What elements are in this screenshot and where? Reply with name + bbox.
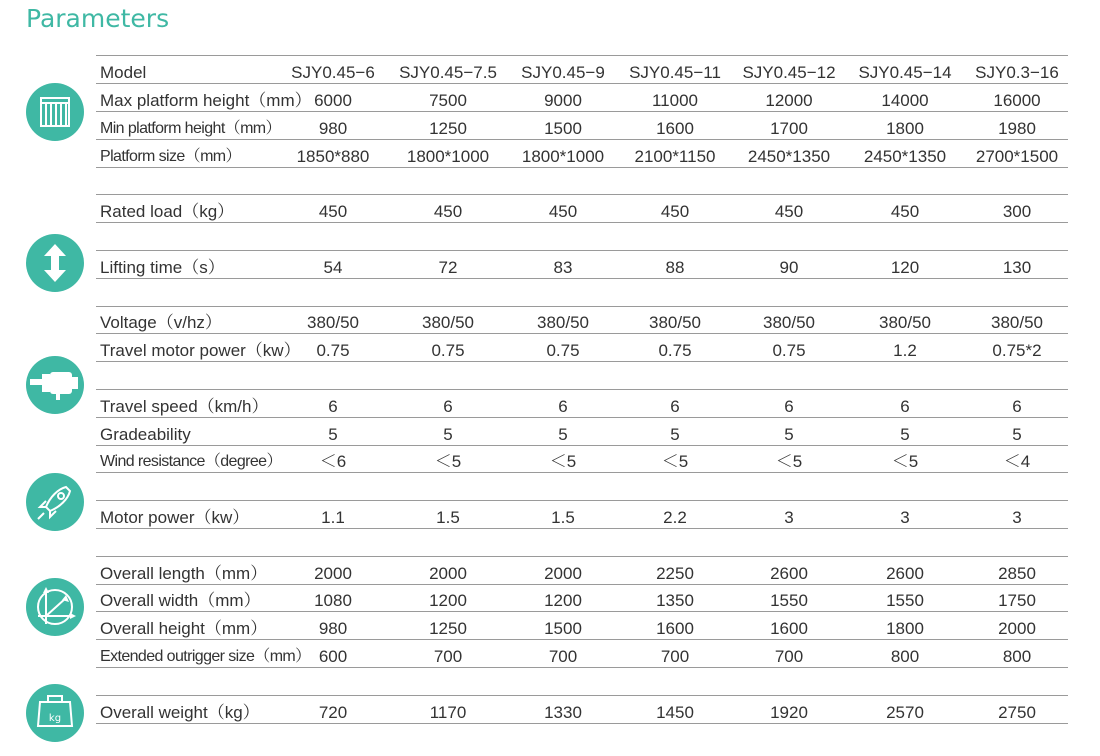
row-value: 2570 bbox=[886, 702, 924, 722]
row-value bbox=[850, 167, 960, 194]
row-value: 1330 bbox=[544, 702, 582, 722]
lift-arrow-icon bbox=[26, 234, 84, 292]
row-value bbox=[620, 223, 730, 250]
table-row bbox=[96, 696, 1068, 724]
table-row bbox=[96, 195, 1068, 223]
row-value: ＜4 bbox=[1003, 452, 1031, 472]
row-value: 380/50 bbox=[991, 313, 1043, 333]
row-value: ＜5 bbox=[775, 452, 803, 472]
dimensions-icon bbox=[26, 578, 84, 636]
row-value bbox=[508, 668, 618, 695]
row-value bbox=[850, 279, 960, 306]
row-value bbox=[508, 223, 618, 250]
row-value: ＜5 bbox=[434, 452, 462, 472]
row-value: 2.2 bbox=[663, 508, 687, 527]
row-value: 800 bbox=[890, 647, 920, 666]
row-value: 3 bbox=[784, 508, 794, 527]
motor-icon bbox=[26, 356, 84, 414]
row-value: 6000 bbox=[314, 91, 352, 110]
row-value: 72 bbox=[438, 257, 458, 277]
row-value: 54 bbox=[323, 257, 343, 277]
row-value: 2850 bbox=[998, 563, 1036, 583]
table-row bbox=[96, 418, 1068, 446]
row-value: 2000 bbox=[998, 619, 1036, 639]
row-value: 5 bbox=[670, 424, 680, 444]
page-title: Parameters bbox=[26, 4, 170, 33]
row-value bbox=[508, 473, 618, 500]
row-value: 300 bbox=[1002, 202, 1032, 222]
row-value: ＜5 bbox=[549, 452, 577, 472]
row-value: 0.75*2 bbox=[992, 341, 1042, 361]
platform-icon bbox=[26, 83, 84, 141]
row-value bbox=[620, 668, 730, 695]
table-row bbox=[96, 640, 1068, 668]
table-row bbox=[96, 112, 1068, 140]
row-value: 1750 bbox=[998, 591, 1036, 611]
row-value: 700 bbox=[774, 647, 804, 666]
row-value: 0.75 bbox=[546, 341, 580, 361]
table-row bbox=[96, 306, 1068, 334]
row-value: 2700*1500 bbox=[975, 146, 1059, 166]
row-value: 16000 bbox=[993, 91, 1041, 110]
row-value bbox=[962, 473, 1072, 500]
row-value: 0.75 bbox=[772, 341, 806, 361]
row-value: 980 bbox=[318, 118, 348, 138]
row-value: 6 bbox=[328, 396, 338, 416]
row-value: 0.75 bbox=[316, 341, 350, 361]
row-label: Min platform height（mm） bbox=[100, 119, 281, 137]
row-value: 1800*1000 bbox=[406, 146, 490, 166]
row-value bbox=[393, 167, 503, 194]
row-value: 5 bbox=[443, 424, 453, 444]
row-value: 6 bbox=[670, 396, 680, 416]
row-value bbox=[734, 279, 844, 306]
header-label: Model bbox=[100, 63, 147, 82]
row-value bbox=[734, 167, 844, 194]
row-value: 380/50 bbox=[879, 313, 931, 333]
model-header: SJY0.45−11 bbox=[629, 63, 721, 82]
model-header: SJY0.45−12 bbox=[742, 63, 836, 82]
row-value: 5 bbox=[328, 424, 338, 444]
row-value: 380/50 bbox=[537, 313, 589, 333]
row-value: 5 bbox=[784, 424, 794, 444]
row-value: 700 bbox=[548, 647, 578, 666]
model-header: SJY0.45−14 bbox=[858, 63, 952, 82]
row-value: 1800*1000 bbox=[521, 146, 605, 166]
row-label: Platform size（mm） bbox=[100, 147, 241, 165]
row-value: 0.75 bbox=[658, 341, 692, 361]
row-value bbox=[962, 167, 1072, 194]
row-value: 5 bbox=[1012, 424, 1022, 444]
row-value bbox=[508, 529, 618, 556]
row-value bbox=[620, 362, 730, 389]
row-value: 3 bbox=[1012, 508, 1022, 527]
spacer-row bbox=[96, 668, 1068, 696]
row-value: 1250 bbox=[429, 619, 467, 639]
row-value: 1600 bbox=[770, 619, 808, 639]
row-value: 1170 bbox=[429, 702, 467, 722]
row-value bbox=[393, 529, 503, 556]
row-value bbox=[734, 362, 844, 389]
row-value: 6 bbox=[900, 396, 910, 416]
row-value: 1920 bbox=[770, 702, 808, 722]
row-value bbox=[508, 167, 618, 194]
table-row bbox=[96, 251, 1068, 279]
row-value: 1450 bbox=[656, 702, 694, 722]
row-value bbox=[850, 668, 960, 695]
row-value bbox=[734, 668, 844, 695]
spacer-row bbox=[96, 362, 1068, 390]
row-value: 2100*1150 bbox=[634, 146, 716, 166]
row-value: 2000 bbox=[429, 563, 467, 583]
row-value: 700 bbox=[660, 647, 690, 666]
row-value: 1.5 bbox=[436, 508, 460, 527]
row-value bbox=[734, 529, 844, 556]
spacer-row bbox=[96, 223, 1068, 251]
row-value: 1.2 bbox=[893, 341, 917, 361]
row-value: 380/50 bbox=[422, 313, 474, 333]
spacer-row bbox=[96, 167, 1068, 195]
row-label: Overall width（mm） bbox=[100, 591, 261, 611]
rocket-icon bbox=[26, 473, 84, 531]
row-value: 450 bbox=[774, 202, 804, 222]
row-value: 1200 bbox=[544, 591, 582, 611]
row-label: Extended outrigger size（mm） bbox=[100, 648, 311, 665]
row-value: 700 bbox=[433, 647, 463, 666]
row-value: 6 bbox=[1012, 396, 1022, 416]
row-value bbox=[620, 473, 730, 500]
row-label: Motor power（kw） bbox=[100, 508, 250, 527]
row-value bbox=[850, 223, 960, 250]
row-value: 1550 bbox=[886, 591, 924, 611]
table-row bbox=[96, 584, 1068, 612]
row-label: Overall length（mm） bbox=[100, 563, 268, 583]
model-header: SJY0.45−7.5 bbox=[399, 63, 497, 82]
spacer-row bbox=[96, 529, 1068, 557]
row-value bbox=[278, 167, 388, 194]
row-value: 450 bbox=[660, 202, 690, 222]
row-value bbox=[734, 473, 844, 500]
row-value bbox=[620, 167, 730, 194]
row-value: 1600 bbox=[656, 619, 694, 639]
model-header: SJY0.45−6 bbox=[291, 63, 375, 82]
row-value bbox=[278, 473, 388, 500]
row-value: 1700 bbox=[770, 118, 808, 138]
weight-icon bbox=[26, 684, 84, 742]
row-value: 1500 bbox=[544, 118, 582, 138]
table-row bbox=[96, 140, 1068, 168]
row-value bbox=[393, 223, 503, 250]
row-value: 83 bbox=[553, 257, 573, 277]
row-value bbox=[620, 279, 730, 306]
row-value: 12000 bbox=[765, 91, 813, 110]
row-value: 2750 bbox=[998, 702, 1036, 722]
row-value: 5 bbox=[558, 424, 568, 444]
row-value bbox=[278, 668, 388, 695]
row-value: 600 bbox=[318, 647, 348, 666]
table-row bbox=[96, 445, 1068, 473]
row-value bbox=[962, 362, 1072, 389]
row-value bbox=[278, 362, 388, 389]
row-value: 130 bbox=[1002, 257, 1032, 277]
row-value: 1850*880 bbox=[296, 146, 370, 166]
row-value: ＜5 bbox=[891, 452, 919, 472]
row-value: 450 bbox=[890, 202, 920, 222]
table-row bbox=[96, 501, 1068, 529]
row-value: 1.1 bbox=[321, 508, 345, 527]
model-header: SJY0.3−16 bbox=[975, 63, 1059, 82]
row-value: 450 bbox=[433, 202, 463, 222]
row-value bbox=[393, 362, 503, 389]
row-value: 7500 bbox=[429, 91, 467, 110]
row-value: 1250 bbox=[429, 118, 467, 138]
spacer-row bbox=[96, 473, 1068, 501]
row-value: 0.75 bbox=[431, 341, 465, 361]
row-label: Travel speed（km/h） bbox=[100, 396, 269, 416]
row-value: 11000 bbox=[651, 91, 698, 110]
row-value bbox=[620, 529, 730, 556]
row-label: Overall weight（kg） bbox=[100, 702, 260, 722]
row-value bbox=[850, 529, 960, 556]
row-value: 14000 bbox=[881, 91, 929, 110]
row-value: 88 bbox=[665, 257, 685, 277]
row-value: 6 bbox=[784, 396, 794, 416]
row-label: Gradeability bbox=[100, 424, 191, 444]
table-row bbox=[96, 334, 1068, 362]
row-value bbox=[278, 223, 388, 250]
row-value: 90 bbox=[779, 257, 799, 277]
row-value: ＜6 bbox=[319, 452, 347, 472]
spacer-row bbox=[96, 279, 1068, 307]
row-value: 380/50 bbox=[307, 313, 359, 333]
row-label: Overall height（mm） bbox=[100, 619, 268, 639]
row-value bbox=[393, 279, 503, 306]
row-value: 800 bbox=[1002, 647, 1032, 666]
row-value: 2450*1350 bbox=[863, 146, 947, 166]
row-value: 1200 bbox=[429, 591, 467, 611]
row-value: 2600 bbox=[770, 563, 808, 583]
row-value: 1350 bbox=[656, 591, 694, 611]
row-value: 450 bbox=[318, 202, 348, 222]
row-value bbox=[508, 279, 618, 306]
row-label: Voltage（v/hz） bbox=[100, 313, 222, 333]
table-row bbox=[96, 390, 1068, 418]
header-row bbox=[96, 56, 1068, 84]
row-value bbox=[734, 223, 844, 250]
row-value: 720 bbox=[318, 702, 348, 722]
table-row bbox=[96, 84, 1068, 112]
row-label: Wind resistance（degree） bbox=[100, 453, 282, 471]
row-value: 380/50 bbox=[649, 313, 701, 333]
row-value: 3 bbox=[900, 508, 910, 527]
row-value bbox=[962, 223, 1072, 250]
row-value: 5 bbox=[900, 424, 910, 444]
table-row bbox=[96, 557, 1068, 585]
row-value bbox=[508, 362, 618, 389]
row-value bbox=[962, 668, 1072, 695]
row-value: 380/50 bbox=[763, 313, 815, 333]
row-value bbox=[278, 279, 388, 306]
row-value bbox=[393, 473, 503, 500]
row-value: 1550 bbox=[770, 591, 808, 611]
row-value: 1800 bbox=[886, 619, 924, 639]
row-value bbox=[850, 362, 960, 389]
row-value: 1800 bbox=[886, 118, 924, 138]
row-value: 6 bbox=[443, 396, 453, 416]
table-row bbox=[96, 612, 1068, 640]
row-value: 2000 bbox=[544, 563, 582, 583]
row-value: ＜5 bbox=[661, 452, 689, 472]
row-value: 1980 bbox=[998, 118, 1036, 138]
row-value bbox=[850, 473, 960, 500]
weight-icon-text: kg bbox=[48, 713, 62, 724]
row-value bbox=[393, 668, 503, 695]
row-value: 1080 bbox=[314, 591, 352, 611]
row-value: 2250 bbox=[656, 563, 694, 583]
row-value: 980 bbox=[318, 619, 348, 639]
row-label: Rated load（kg） bbox=[100, 202, 235, 222]
row-value bbox=[278, 529, 388, 556]
row-label: Max platform height（mm） bbox=[100, 91, 312, 110]
row-value: 9000 bbox=[544, 91, 582, 110]
model-header: SJY0.45−9 bbox=[521, 63, 605, 82]
row-value: 1600 bbox=[656, 118, 694, 138]
row-value: 2000 bbox=[314, 563, 352, 583]
row-value: 1.5 bbox=[551, 508, 575, 527]
row-value: 450 bbox=[548, 202, 578, 222]
row-value bbox=[962, 279, 1072, 306]
row-value: 1500 bbox=[544, 619, 582, 639]
row-value: 2600 bbox=[886, 563, 924, 583]
row-value: 6 bbox=[558, 396, 568, 416]
row-label: Lifting time（s） bbox=[100, 257, 225, 277]
row-label: Travel motor power（kw） bbox=[100, 341, 301, 361]
row-value: 2450*1350 bbox=[747, 146, 831, 166]
row-value: 120 bbox=[890, 257, 920, 277]
row-value bbox=[962, 529, 1072, 556]
